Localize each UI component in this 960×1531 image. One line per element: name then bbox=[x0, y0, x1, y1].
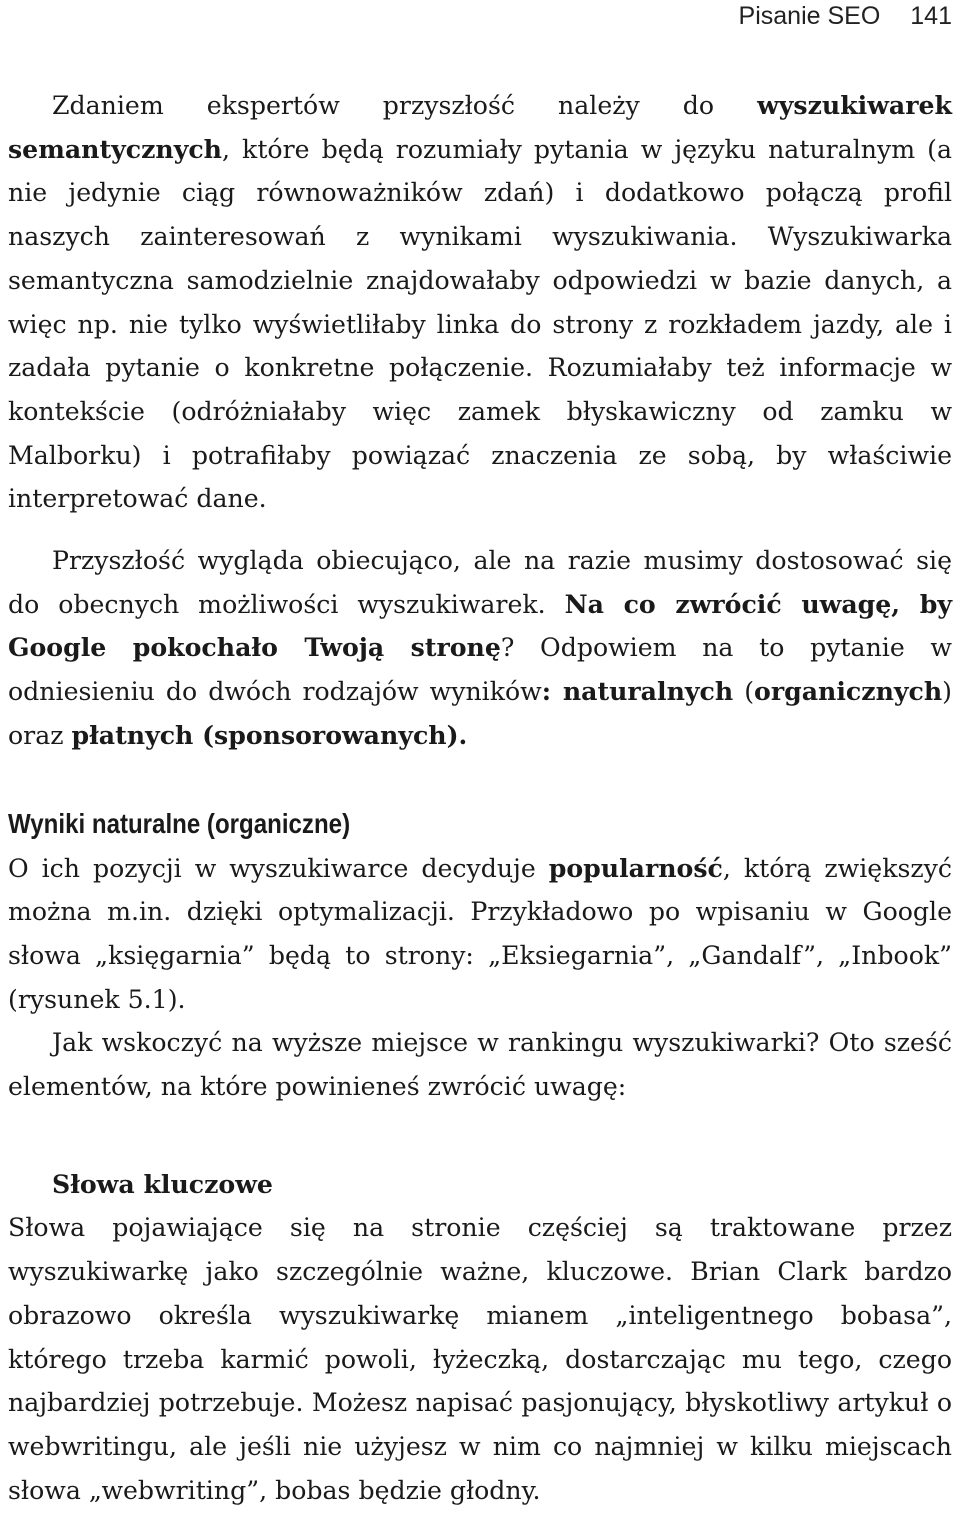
text-run: , które będą rozumiały pytania w języku naturalnym (a nie jedynie ciąg równoważników zdań) i dodatkowo połączą profil naszych zainteresowań z wynikami wyszukiwania. Wyszukiwarka semantyczna samodzielnie znajdowałaby odpowiedzi w bazie danych, a więc np. nie tylko wyświetliłaby linka do strony z rozkładem jazdy, ale i zadała pytanie o konkretne połączenie. Rozumiałaby też informacje w kontekście (odróżniałaby więc zamek błyskawiczny od zamku w Malborku) i potrafiłaby powiązać znaczenia ze sobą, by właściwie interpretować dane. bbox=[8, 134, 952, 514]
paragraph-future bbox=[8, 539, 952, 758]
text-run: Przyszłość wygląda obiecująco, ale na razie musimy dostosować się do obecnych możliwości wyszukiwarek. bbox=[8, 546, 952, 619]
paragraph-six-elements: Jak wskoczyć na wyższe miejsce w rankingu wyszukiwarki? Oto sześć elementów, na które powinieneś zwrócić uwagę: bbox=[8, 1028, 952, 1102]
emphasis: popularność bbox=[548, 852, 723, 883]
emphasis: Na co zwrócić uwagę, by Google pokochało Twoją stronę bbox=[8, 588, 952, 663]
emphasis: wyszukiwarek semantycznych bbox=[8, 90, 952, 164]
emphasis: organicznych bbox=[754, 676, 943, 707]
section-title: Pisanie SEO bbox=[738, 2, 881, 30]
body-text bbox=[8, 84, 952, 1512]
running-header bbox=[739, 2, 952, 31]
page-number: 141 bbox=[910, 2, 952, 30]
text-run: ) oraz bbox=[8, 677, 952, 750]
paragraph-ranking bbox=[8, 847, 952, 1022]
text-run: Zdaniem ekspertów przyszłość należy do bbox=[52, 91, 758, 120]
text-run: O ich pozycji w wyszukiwarce decyduje bbox=[8, 853, 549, 883]
section-heading: Wyniki naturalne (organiczne) bbox=[8, 807, 351, 839]
paragraph-keywords: Słowa pojawiające się na stronie częściej są traktowane przez wyszukiwarkę jako szczególnie ważne, kluczowe. Brian Clark bardzo obrazowo określa wyszukiwarkę mianem „inteligentnego bobasa”, którego trzeba karmić powoli, łyżeczką, dostarczając mu tego, czego najbardziej potrzebuje. Możesz napisać pasjonujący, błyskotliwy artykuł o webwritingu, ale jeśli nie użyjesz w nim co najmniej w kilku miejscach słowa „webwriting”, bobas będzie głodny. bbox=[8, 1213, 952, 1505]
emphasis: płatnych (sponsorowanych). bbox=[71, 719, 468, 750]
paragraph-semantic-search bbox=[8, 84, 952, 521]
emphasis: : naturalnych bbox=[541, 676, 734, 707]
text-run: , którą zwiększyć można m.in. dzięki optymalizacji. Przykładowo po wpisaniu w Google słowa „księgarnia” będą to strony: „Eksiegarnia”, „Gandalf”, „Inbook” (rysunek 5.1). bbox=[8, 853, 952, 1014]
text-run: ? Odpowiem na to pytanie w odniesieniu do dwóch rodzajów wyników bbox=[8, 633, 952, 707]
subheading-keywords: Słowa kluczowe bbox=[52, 1168, 273, 1199]
text-run: ( bbox=[733, 677, 755, 707]
